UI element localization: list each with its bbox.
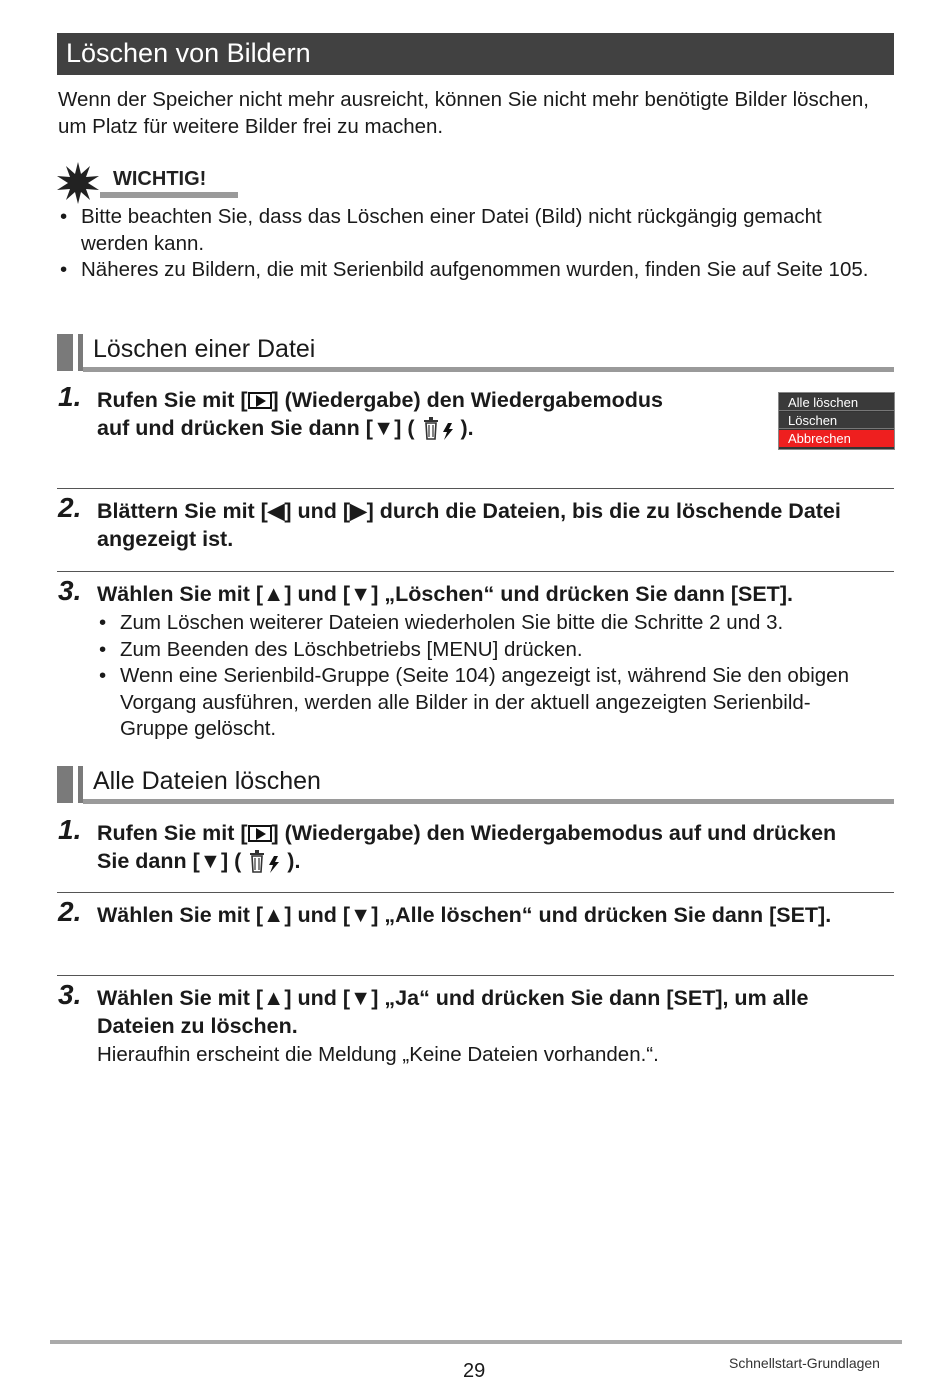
chapter-label: Schnellstart-Grundlagen [729, 1355, 880, 1371]
step-number: 2. [58, 492, 82, 523]
important-label: WICHTIG! [113, 168, 207, 190]
delete-menu [778, 392, 895, 450]
list-item: • Bitte beachten Sie, dass das Löschen einer Datei (Bild) nicht rückgängig gemacht werden kann. [60, 205, 822, 255]
trash-icon [247, 850, 287, 874]
trash-icon [421, 417, 461, 441]
page-title: Löschen von Bildern [66, 38, 311, 68]
step-number: 3. [58, 979, 82, 1010]
step-text: Rufen Sie mit [ ] (Wiedergabe) den Wiedergabemodus auf und drücken Sie dann [▼] ( ). [97, 821, 837, 873]
step-text: Rufen Sie mit [ ] (Wiedergabe) den Wiedergabemodus auf und drücken Sie dann [▼] ( ). [97, 388, 663, 440]
list-item: • Wenn eine Serienbild-Gruppe (Seite 104) angezeigt ist, während Sie den obigen Vorgang ausführen, werden alle Bilder in der aktuell angezeigten Serienbild-Gruppe gelöscht. [99, 664, 849, 740]
step-number: 3. [58, 575, 82, 606]
list-item: • Näheres zu Bildern, die mit Serienbild aufgenommen wurden, finden Sie auf Seite 105. [60, 258, 869, 281]
burst-icon [57, 162, 99, 204]
step-text: Wählen Sie mit [▲] und [▼] „Löschen“ und drücken Sie dann [SET]. [97, 582, 793, 606]
step-notes [97, 610, 857, 743]
step-text: Wählen Sie mit [▲] und [▼] „Alle löschen“ und drücken Sie dann [SET]. [97, 903, 832, 927]
section-heading-delete-all: Alle Dateien löschen [57, 766, 894, 806]
play-icon [248, 825, 272, 842]
list-item: • Zum Beenden des Löschbetriebs [MENU] drücken. [99, 637, 583, 661]
menu-item-delete[interactable]: Löschen [779, 412, 894, 429]
title-bar [57, 33, 894, 75]
step-number: 1. [58, 381, 82, 412]
step-text: Blättern Sie mit [◀] und [▶] durch die Dateien, bis die zu löschende Datei angezeigt ist. [97, 499, 841, 551]
play-icon [248, 392, 272, 409]
intro-paragraph: Wenn der Speicher nicht mehr ausreicht, können Sie nicht mehr benötigte Bilder löschen, um Platz für weitere Bilder frei zu machen. [58, 88, 869, 138]
section-heading-delete-one: Löschen einer Datei [57, 334, 894, 374]
step-number: 2. [58, 896, 82, 927]
divider [57, 488, 894, 489]
list-item: • Zum Löschen weiterer Dateien wiederholen Sie bitte die Schritte 2 und 3. [99, 611, 784, 634]
important-list [58, 204, 894, 284]
step-text: Wählen Sie mit [▲] und [▼] „Ja“ und drücken Sie dann [SET], um alle Dateien zu löschen. [97, 986, 809, 1038]
page-number: 29 [463, 1360, 486, 1382]
menu-item-cancel[interactable]: Abbrechen [779, 430, 894, 447]
step-number: 1. [58, 814, 82, 845]
divider [57, 571, 894, 572]
footer-divider [50, 1340, 902, 1344]
menu-item-delete-all[interactable]: Alle löschen [779, 394, 894, 411]
important-underline [100, 192, 238, 198]
divider [57, 975, 894, 976]
step-note: Hieraufhin erscheint die Meldung „Keine Dateien vorhanden.“. [97, 1043, 659, 1066]
divider [57, 892, 894, 893]
